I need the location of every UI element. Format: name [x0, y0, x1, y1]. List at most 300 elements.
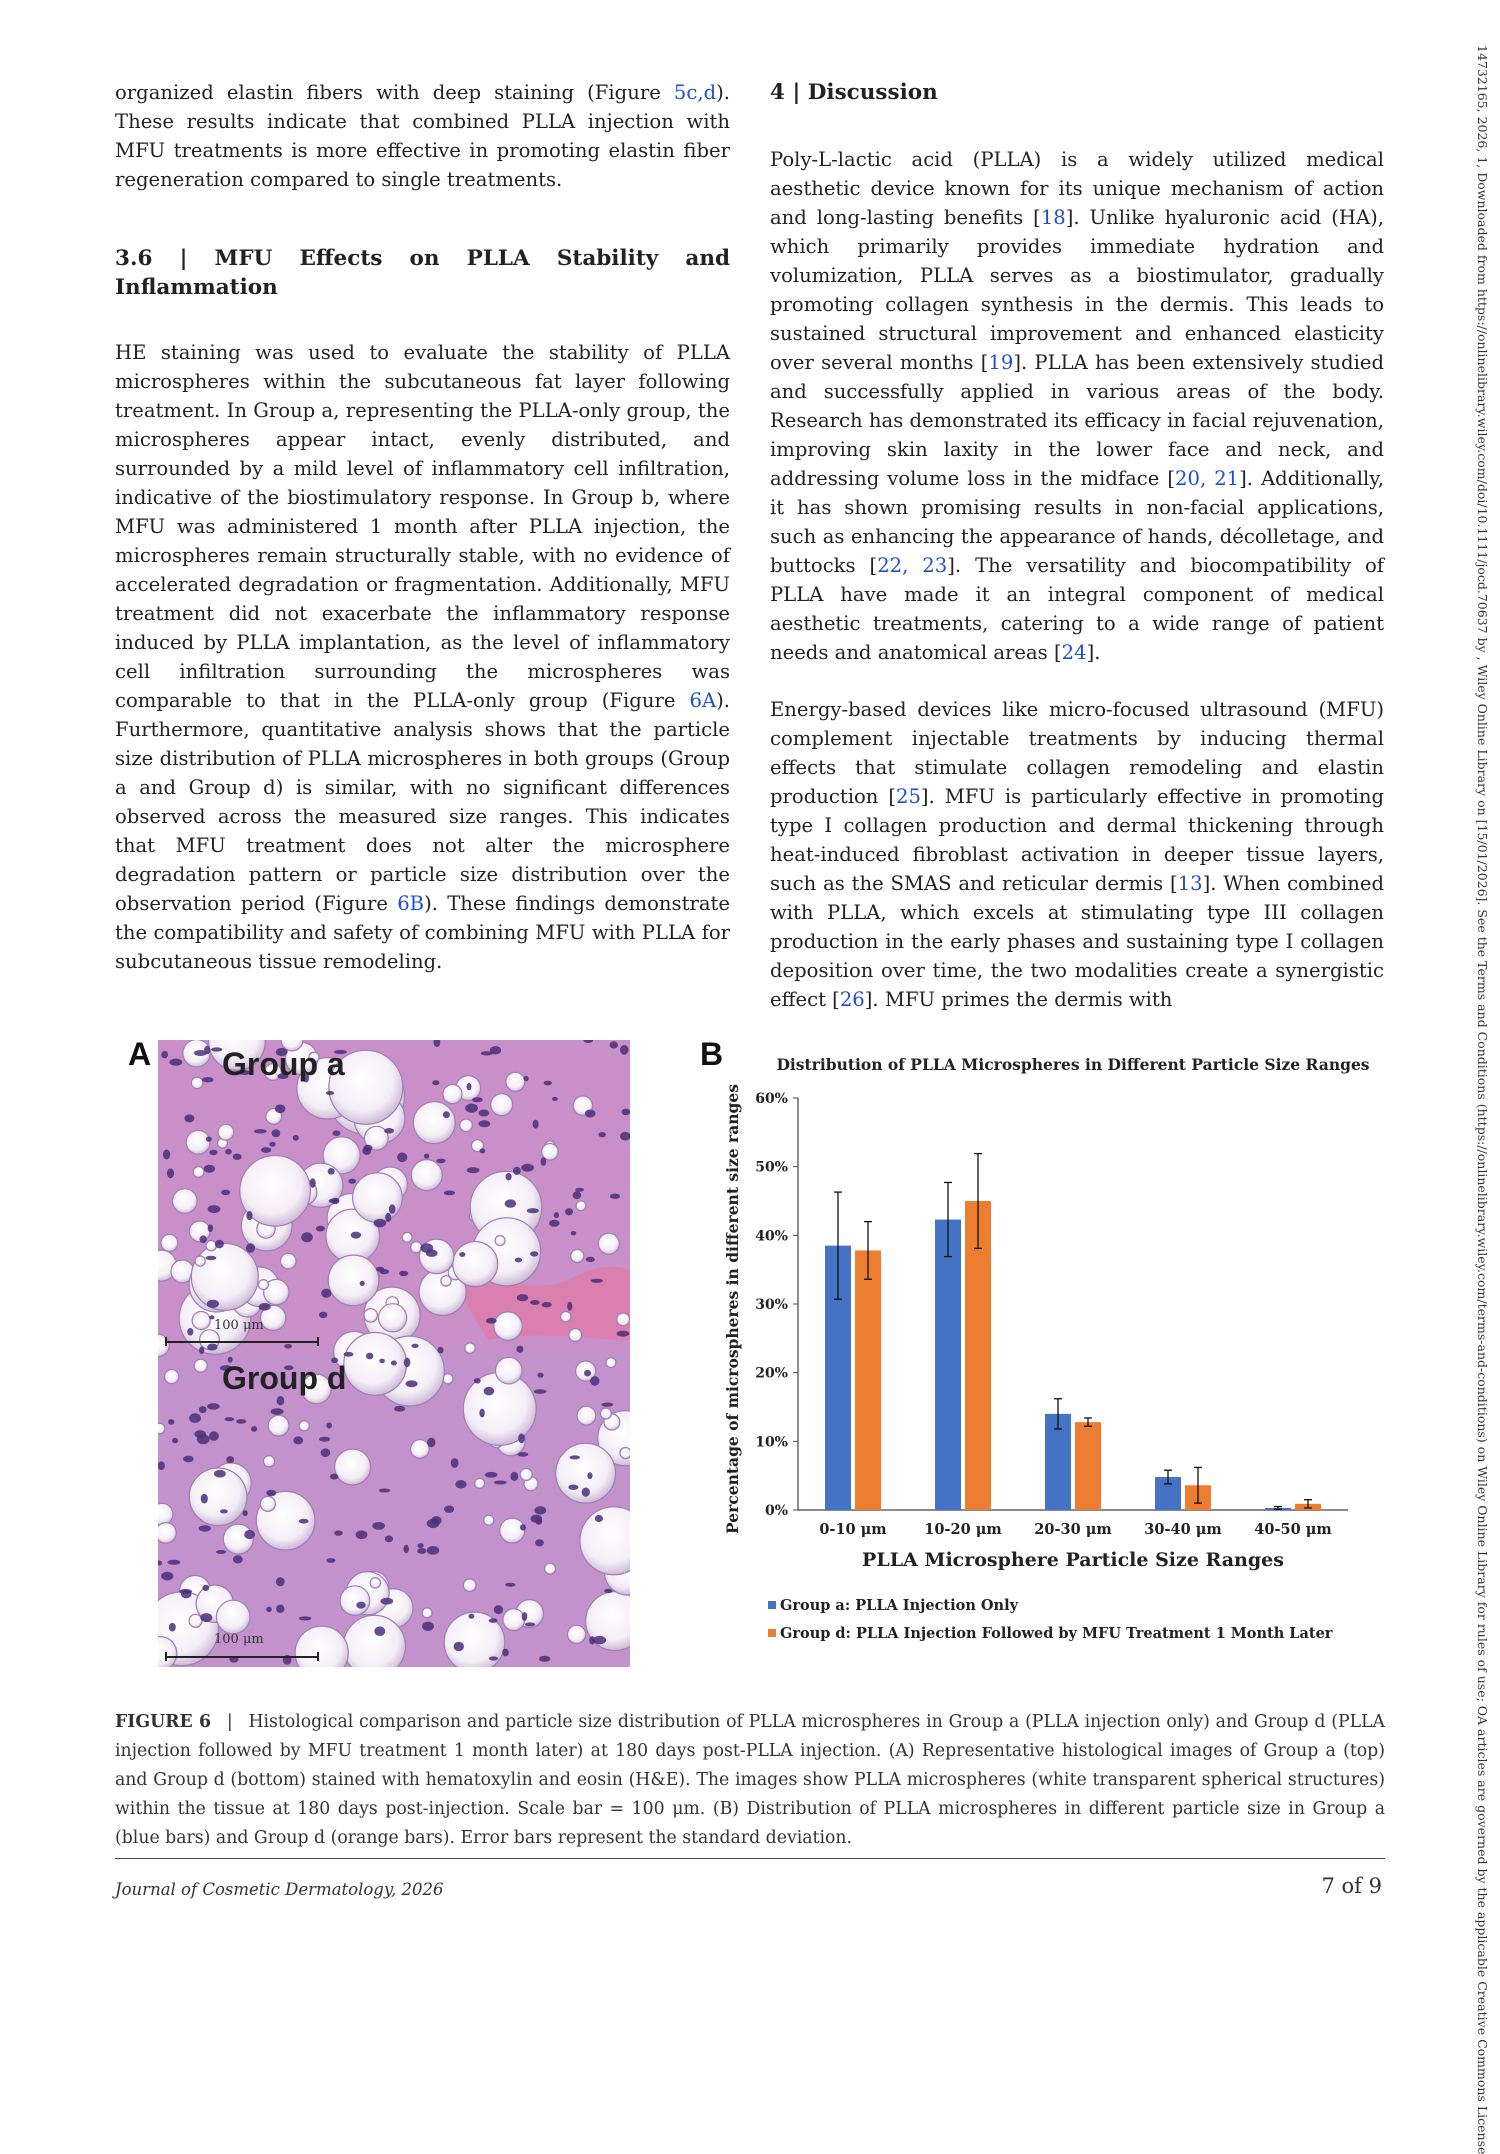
x-tick-label: 20-30 μm: [1034, 1521, 1112, 1538]
cell-nucleus: [321, 1448, 331, 1457]
microsphere: [496, 1357, 523, 1384]
cell-nucleus: [610, 1041, 618, 1048]
cell-nucleus: [293, 1436, 303, 1444]
microsphere: [195, 1256, 205, 1266]
cell-nucleus: [172, 1438, 178, 1443]
cell-nucleus: [207, 1403, 220, 1410]
cell-nucleus: [211, 1047, 222, 1051]
cell-nucleus: [533, 1120, 539, 1129]
cell-nucleus: [374, 1219, 387, 1228]
microsphere: [413, 1102, 455, 1144]
y-axis-label: Percentage of microspheres in different size ranges: [723, 1084, 742, 1534]
journal-name: Journal of Cosmetic Dermatology, 2026: [115, 1880, 444, 1899]
microsphere: [569, 1329, 582, 1342]
footer-rule: [115, 1858, 1385, 1859]
cell-nucleus: [516, 1346, 523, 1353]
cell-nucleus: [575, 1188, 584, 1192]
bar: [1075, 1422, 1101, 1510]
cell-nucleus: [432, 1080, 439, 1085]
cell-nucleus: [478, 1120, 490, 1127]
left-column: [115, 78, 730, 976]
figure-link[interactable]: 5c,d: [673, 81, 717, 104]
cell-nucleus: [587, 1472, 592, 1479]
cell-nucleus: [489, 1656, 498, 1660]
cell-nucleus: [568, 1485, 578, 1490]
cell-nucleus: [467, 1083, 472, 1090]
cell-nucleus: [389, 1204, 396, 1214]
cell-nucleus: [444, 1506, 454, 1513]
cell-nucleus: [610, 1194, 620, 1199]
cell-nucleus: [189, 1413, 201, 1423]
cell-nucleus: [490, 1046, 501, 1054]
cell-nucleus: [332, 1198, 340, 1204]
cell-nucleus: [194, 1050, 207, 1056]
cell-nucleus: [455, 1480, 466, 1488]
cell-nucleus: [206, 1256, 217, 1260]
cell-nucleus: [236, 1419, 246, 1424]
microsphere: [520, 1469, 532, 1481]
cell-nucleus: [207, 1300, 219, 1308]
cell-nucleus: [570, 1455, 581, 1459]
cell-nucleus: [384, 1128, 394, 1134]
cell-nucleus: [208, 1224, 214, 1232]
cell-nucleus: [520, 1524, 526, 1530]
cell-nucleus: [399, 1271, 408, 1277]
cell-nucleus: [362, 1147, 371, 1155]
cell-nucleus: [443, 1111, 450, 1118]
cell-nucleus: [169, 1623, 176, 1632]
cell-nucleus: [209, 1431, 219, 1441]
microsphere: [165, 1370, 179, 1384]
paragraph: [115, 78, 730, 194]
cell-nucleus: [418, 1543, 424, 1548]
cell-nucleus: [200, 1613, 212, 1622]
microsphere: [379, 1304, 407, 1332]
cell-nucleus: [535, 1539, 544, 1546]
cell-nucleus: [451, 1458, 459, 1468]
x-tick-label: 10-20 μm: [924, 1521, 1002, 1538]
cell-nucleus: [348, 1179, 356, 1184]
citation-link[interactable]: 20, 21: [1175, 467, 1240, 490]
microsphere: [503, 1609, 525, 1631]
y-tick-label: 0%: [764, 1503, 788, 1519]
bar: [935, 1220, 961, 1510]
cell-nucleus: [438, 1347, 444, 1354]
cell-nucleus: [474, 1378, 481, 1383]
cell-nucleus: [299, 1519, 309, 1524]
microsphere: [453, 1242, 498, 1287]
paragraph: [115, 338, 730, 976]
cell-nucleus: [209, 1150, 217, 1156]
cell-nucleus: [585, 1110, 596, 1118]
y-tick-label: 60%: [755, 1091, 788, 1107]
cell-nucleus: [161, 1051, 168, 1058]
cell-nucleus: [518, 1433, 525, 1443]
cell-nucleus: [467, 1167, 480, 1173]
cell-nucleus: [537, 1373, 543, 1378]
microsphere: [571, 1249, 584, 1262]
text-run: ]. PLLA has been extensively studied and successfully applied in various areas of the body. Research has demonstrated its efficacy in facial rejuvenation, improving skin laxity in the lower face and neck, and addressing volume loss in the midface [: [770, 351, 1384, 490]
cell-nucleus: [276, 1605, 284, 1613]
microsphere: [206, 1241, 216, 1251]
cell-nucleus: [158, 1461, 165, 1470]
cell-nucleus: [277, 1396, 285, 1405]
cell-nucleus: [427, 1438, 435, 1448]
cell-nucleus: [319, 1437, 330, 1442]
cell-nucleus: [593, 1636, 606, 1644]
cell-nucleus: [391, 1361, 397, 1366]
cell-nucleus: [225, 1417, 235, 1421]
microsphere: [268, 1415, 289, 1436]
page-number: 7 of 9: [1321, 1874, 1382, 1898]
figure-caption: [115, 1708, 1385, 1853]
cell-nucleus: [275, 1104, 286, 1113]
microsphere: [328, 1255, 379, 1306]
cell-nucleus: [552, 1097, 558, 1101]
text-run: ].: [1086, 641, 1101, 664]
microsphere: [577, 1406, 596, 1425]
cell-nucleus: [202, 1585, 209, 1591]
y-tick-label: 20%: [755, 1365, 788, 1382]
caption-label: FIGURE 6: [115, 1712, 212, 1732]
cell-nucleus: [183, 1456, 194, 1463]
cell-nucleus: [431, 1516, 442, 1525]
microsphere: [194, 1359, 207, 1372]
cell-nucleus: [573, 1191, 582, 1199]
microsphere: [258, 1280, 268, 1290]
microsphere: [299, 1421, 309, 1431]
cell-nucleus: [167, 1168, 174, 1178]
cell-nucleus: [266, 1607, 272, 1612]
cell-nucleus: [515, 1258, 522, 1263]
cell-nucleus: [276, 1577, 285, 1586]
cell-nucleus: [284, 1344, 292, 1349]
microsphere: [364, 1309, 378, 1323]
text-run: organized elastin fibers with deep staining (Figure: [115, 81, 674, 104]
microsphere: [216, 1600, 250, 1634]
cell-nucleus: [541, 1157, 547, 1166]
microsphere: [494, 1312, 522, 1340]
microsphere: [460, 1119, 473, 1132]
cell-nucleus: [246, 1243, 255, 1252]
cell-nucleus: [535, 1506, 547, 1514]
legend-label: Group a: PLLA Injection Only: [780, 1597, 1019, 1614]
cell-nucleus: [334, 1530, 343, 1535]
cell-nucleus: [404, 1358, 411, 1368]
cell-nucleus: [397, 1153, 407, 1163]
citation-link[interactable]: 18: [1040, 206, 1066, 229]
cell-nucleus: [204, 1165, 215, 1173]
cell-nucleus: [620, 1045, 629, 1055]
text-run: ). These findings demonstrate the compatibility and safety of combining MFU with PLLA for subcutaneous tissue remodeling.: [115, 892, 730, 973]
cell-nucleus: [380, 1598, 393, 1605]
cell-nucleus: [385, 1213, 391, 1222]
microsphere: [281, 1253, 297, 1269]
cell-nucleus: [356, 1530, 368, 1539]
section-heading: 3.6 | MFU Effects on PLLA Stability and Inflammation: [115, 246, 730, 300]
cell-nucleus: [163, 1150, 170, 1160]
microsphere: [218, 1124, 234, 1140]
microsphere: [192, 1312, 210, 1330]
cell-nucleus: [479, 1409, 484, 1418]
cell-nucleus: [486, 1318, 497, 1324]
cell-nucleus: [385, 1536, 393, 1543]
cell-nucleus: [539, 1656, 550, 1662]
microsphere: [422, 1608, 432, 1618]
cell-nucleus: [505, 1583, 515, 1587]
cell-nucleus: [271, 1408, 284, 1415]
download-notice: [1470, 20, 1490, 2154]
cell-nucleus: [372, 1522, 385, 1530]
cell-nucleus: [584, 1370, 591, 1377]
citation-link[interactable]: 26: [839, 988, 865, 1011]
cell-nucleus: [465, 1104, 478, 1113]
cell-nucleus: [411, 1344, 418, 1348]
cell-nucleus: [184, 1114, 194, 1122]
cell-nucleus: [527, 1208, 539, 1213]
microsphere: [495, 1236, 505, 1246]
cell-nucleus: [436, 1159, 445, 1164]
cell-nucleus: [601, 1403, 613, 1407]
cell-nucleus: [301, 1232, 313, 1242]
caption-separator: |: [226, 1712, 233, 1732]
cell-nucleus: [244, 1530, 255, 1539]
microsphere: [411, 1160, 442, 1191]
figure-link[interactable]: 6A: [689, 689, 717, 712]
download-notice-text: 14732165, 2026, 1, Downloaded from https://onlinelibrary.wiley.com/doi/10.1111/jocd.70637 by , Wiley Online Library on [15/01/2026]. See the Terms and Conditions (https://onlinelibrary.wiley.com/terms-and-conditions) on Wiley Online Library for rules of use; OA articles are governed by the applicable Creative Commons License: [1475, 45, 1490, 2154]
cell-nucleus: [254, 1129, 267, 1133]
cell-nucleus: [272, 1129, 281, 1137]
cell-nucleus: [221, 1190, 230, 1196]
cell-nucleus: [243, 1510, 248, 1516]
scale-bar-label: 100 μm: [214, 1318, 264, 1333]
cell-nucleus: [522, 1612, 528, 1621]
cell-nucleus: [586, 1257, 595, 1262]
cell-nucleus: [351, 1232, 361, 1239]
microsphere: [463, 1373, 536, 1446]
y-tick-label: 10%: [755, 1434, 788, 1451]
cell-nucleus: [199, 1525, 211, 1531]
text-run: ]. Unlike hyaluronic acid (HA), which primarily provides immediate hydration and volumization, PLLA serves as a biostimulator, gradually promoting collagen synthesis in the dermis. This leads to sustained structural improvement and enhanced elasticity over several months [: [770, 206, 1384, 374]
cell-nucleus: [225, 1149, 232, 1155]
text-run: Poly-L-lactic acid (PLLA) is a widely utilized medical aesthetic device known for its unique mechanism of action and long-lasting benefits [: [770, 148, 1384, 229]
cell-nucleus: [319, 1312, 328, 1318]
y-tick-label: 30%: [755, 1297, 788, 1313]
cell-nucleus: [484, 1387, 495, 1396]
cell-nucleus: [417, 1548, 426, 1554]
cell-nucleus: [424, 1154, 429, 1159]
right-column: [770, 78, 1384, 1014]
cell-nucleus: [169, 1059, 182, 1066]
scale-bar-label: 100 μm: [214, 1632, 264, 1647]
text-run: ]. MFU is particularly effective in promoting type I collagen production and dermal thickening through heat-induced fibroblast activation in deeper tissue layers, such as the SMAS and reticular dermis [: [770, 785, 1384, 895]
section-heading: 4 | Discussion: [770, 80, 938, 105]
cell-nucleus: [328, 1168, 335, 1175]
microsphere: [606, 1358, 616, 1368]
cell-nucleus: [379, 1359, 385, 1364]
microsphere: [411, 1440, 430, 1459]
cell-nucleus: [506, 1173, 512, 1180]
cell-nucleus: [168, 1560, 181, 1565]
text-run: Energy-based devices like micro-focused ultrasound (MFU) complement injectable treatments by inducing thermal effects that stimulate collagen remodeling and elastin production [: [770, 698, 1384, 808]
cell-nucleus: [360, 1281, 365, 1286]
microsphere: [598, 1233, 619, 1254]
microsphere: [561, 1312, 571, 1322]
cell-nucleus: [220, 1509, 228, 1513]
text-run: ). Furthermore, quantitative analysis shows that the particle size distribution of PLLA microspheres in both groups (Group a and Group d) is similar, with no significant differences observed across the measured size ranges. This indicates that MFU treatment does not alter the microsphere degradation pattern or particle size distribution over the observation period (Figure: [115, 689, 730, 915]
cell-nucleus: [179, 1589, 192, 1594]
caption-text: Histological comparison and particle size distribution of PLLA microspheres in Group a (PLLA injection only) and Group d (PLLA injection followed by MFU treatment 1 month later) at 180 days post-PLLA injection. (A) Representative histological images of Group a (top) and Group d (bottom) stained with hematoxylin and eosin (H&E). The images show PLLA microspheres (white transparent spherical structures) within the tissue at 180 days post-injection. Scale bar = 100 μm. (B) Distribution of PLLA microspheres in different particle size in Group a (blue bars) and Group d (orange bars). Error bars represent the standard deviation.: [115, 1712, 1386, 1848]
cell-nucleus: [420, 1243, 433, 1253]
cell-nucleus: [530, 1300, 540, 1305]
paragraph: [770, 145, 1384, 667]
x-tick-label: 40-50 μm: [1254, 1521, 1332, 1538]
cell-nucleus: [216, 1550, 226, 1554]
bar: [855, 1250, 881, 1510]
group-d-label: Group d: [222, 1360, 347, 1396]
legend-label: Group d: PLLA Injection Followed by MFU Treatment 1 Month Later: [780, 1625, 1333, 1642]
microsphere: [344, 1333, 407, 1396]
cell-nucleus: [394, 1406, 405, 1412]
citation-link[interactable]: 13: [1177, 872, 1203, 895]
text-run: ). These results indicate that combined PLLA injection with MFU treatments is more effective in promoting elastin fiber regeneration compared to single treatments.: [115, 81, 730, 191]
citation-link[interactable]: 19: [988, 351, 1014, 374]
microsphere: [506, 1072, 525, 1091]
cell-nucleus: [168, 1419, 174, 1425]
cell-nucleus: [316, 1226, 325, 1232]
cell-nucleus: [554, 1212, 559, 1218]
citation-link[interactable]: 22, 23: [877, 554, 948, 577]
cell-nucleus: [299, 1616, 312, 1620]
microsphere: [158, 1523, 176, 1544]
cell-nucleus: [472, 1097, 483, 1102]
microsphere: [500, 1518, 525, 1543]
cell-nucleus: [269, 1142, 275, 1147]
cell-nucleus: [233, 1555, 243, 1563]
microsphere: [193, 1167, 204, 1178]
microsphere: [191, 1077, 203, 1089]
microsphere: [191, 1243, 258, 1310]
cell-nucleus: [517, 1294, 528, 1301]
paragraph: [770, 695, 1384, 1014]
cell-nucleus: [513, 1167, 521, 1175]
cell-nucleus: [494, 1481, 507, 1485]
cell-nucleus: [321, 1289, 331, 1298]
citation-link[interactable]: 24: [1061, 641, 1087, 664]
microsphere: [600, 1408, 611, 1419]
cell-nucleus: [333, 1130, 341, 1136]
microsphere: [568, 1625, 586, 1643]
cell-nucleus: [469, 1614, 475, 1619]
microsphere: [617, 1313, 630, 1326]
microsphere: [186, 1130, 210, 1154]
cell-nucleus: [356, 1602, 365, 1609]
cell-nucleus: [330, 1474, 338, 1480]
cell-nucleus: [590, 1376, 599, 1386]
microsphere: [484, 1515, 494, 1525]
bar-chart-svg: [708, 1040, 1388, 1680]
cell-nucleus: [199, 1406, 207, 1413]
y-tick-label: 40%: [755, 1228, 788, 1245]
microsphere: [491, 1094, 513, 1116]
cell-nucleus: [201, 1494, 208, 1504]
cell-nucleus: [194, 1430, 206, 1438]
cell-nucleus: [524, 1076, 529, 1081]
text-run: ]. The versatility and biocompatibility of PLLA have made it an integral component of medical aesthetic treatments, catering to a wide range of patient needs and anatomical areas [: [770, 554, 1385, 664]
cell-nucleus: [494, 1605, 503, 1614]
cell-nucleus: [530, 1251, 538, 1256]
cell-nucleus: [485, 1472, 498, 1478]
cell-nucleus: [535, 1518, 542, 1525]
cell-nucleus: [510, 1472, 518, 1481]
cell-nucleus: [261, 1147, 271, 1153]
cell-nucleus: [567, 1302, 572, 1311]
microsphere: [158, 1423, 165, 1433]
text-run: ]. When combined with PLLA, which excels at stimulating type III collagen production in the early phases and sustaining type I collagen deposition over time, the two modalities create a synergistic effect [: [770, 872, 1384, 1011]
cell-nucleus: [259, 1303, 271, 1311]
cell-nucleus: [326, 1558, 335, 1563]
cell-nucleus: [266, 1490, 276, 1496]
cell-nucleus: [326, 1423, 332, 1429]
cell-nucleus: [617, 1331, 630, 1337]
microsphere: [620, 1448, 630, 1459]
panel-b-label: B: [700, 1036, 724, 1072]
microsphere: [353, 1173, 403, 1223]
cell-nucleus: [200, 1235, 207, 1243]
cell-nucleus: [479, 1110, 490, 1117]
text-run: ]. MFU primes the dermis with: [864, 988, 1173, 1011]
bar-chart: [708, 1040, 1388, 1680]
cell-nucleus: [366, 1353, 373, 1360]
cell-nucleus: [374, 1626, 385, 1636]
cell-nucleus: [622, 1109, 631, 1116]
cell-nucleus: [406, 1380, 418, 1387]
cell-nucleus: [161, 1572, 173, 1581]
microsphere: [463, 1579, 476, 1592]
cell-nucleus: [199, 1347, 204, 1354]
cell-nucleus: [454, 1642, 464, 1652]
cell-nucleus: [422, 1622, 434, 1631]
cell-nucleus: [206, 1137, 212, 1142]
microsphere: [223, 1524, 253, 1554]
citation-link[interactable]: 25: [895, 785, 921, 808]
cell-nucleus: [534, 1389, 547, 1394]
text-run: HE staining was used to evaluate the stability of PLLA microspheres within the subcutaneous fat layer following treatment. In Group a, representing the PLLA-only group, the microspheres appear intact, evenly distributed, and surrounded by a mild level of inflammatory cell infiltration, indicative of the biostimulatory response. In Group b, where MFU was administered 1 month after PLLA injection, the microspheres remain structurally stable, with no evidence of accelerated degradation or fragmentation. Additionally, MFU treatment did not exacerbate the inflammatory response induced by PLLA implantation, as the level of inflammatory cell infiltration surrounding the microspheres was comparable to that in the PLLA-only group (Figure: [115, 341, 730, 712]
legend-swatch: [768, 1629, 776, 1637]
microsphere: [340, 1586, 370, 1616]
microsphere: [443, 1085, 462, 1104]
group-a-label: Group a: [222, 1046, 345, 1082]
cell-nucleus: [326, 1091, 334, 1095]
cell-nucleus: [604, 1589, 612, 1593]
cell-nucleus: [376, 1267, 384, 1272]
cell-nucleus: [207, 1344, 217, 1351]
cell-nucleus: [202, 1077, 214, 1082]
histology-image: [158, 1040, 630, 1667]
cell-nucleus: [582, 1488, 590, 1497]
cell-nucleus: [208, 1205, 221, 1213]
microsphere: [545, 1563, 556, 1574]
cell-nucleus: [293, 1135, 299, 1141]
cell-nucleus: [518, 1452, 529, 1457]
panel-a-label: A: [128, 1036, 152, 1072]
microsphere: [260, 1496, 275, 1511]
cell-nucleus: [599, 1132, 606, 1137]
cell-nucleus: [502, 1649, 509, 1657]
cell-nucleus: [215, 1240, 224, 1249]
cell-nucleus: [251, 1426, 257, 1432]
figure-link[interactable]: 6B: [397, 892, 425, 915]
